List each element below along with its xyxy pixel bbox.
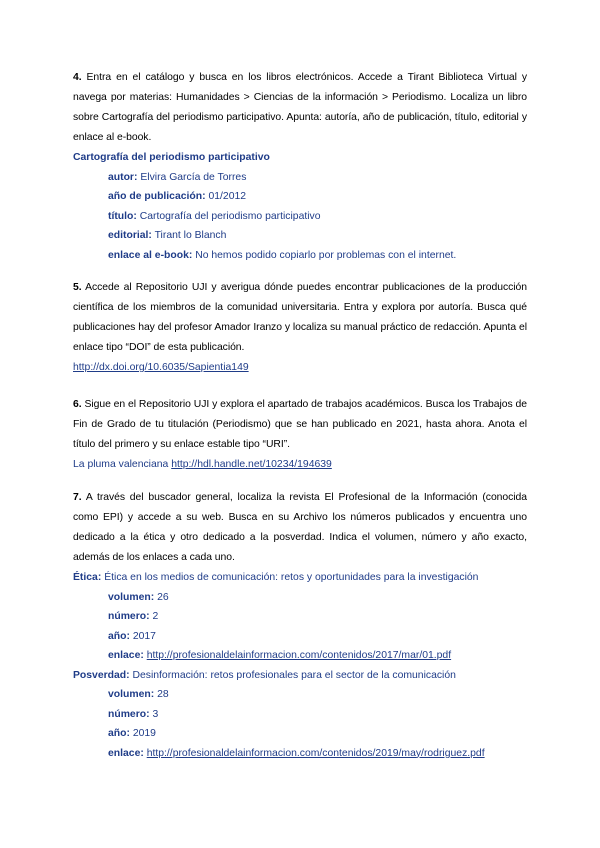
etica-volume: [73, 588, 527, 608]
question-4-text: [73, 68, 527, 148]
answer-year: [73, 187, 527, 207]
etica-link[interactable]: http://profesionaldelainformacion.com/contenidos/2017/mar/01.pdf: [146, 650, 452, 661]
question-body: A través del buscador general, localiza la revista El Profesional de la Información (conocida como EPI) y accede a su web. Busca en su Archivo los números publicados y encuentra uno dedicado a la ética y otro dedicado a la posverdad. Indica el volumen, número y año exacto, además de los enlaces a cada uno.: [73, 492, 527, 563]
field-value: 01/2012: [208, 191, 247, 202]
answer-author: [73, 168, 527, 188]
field-value: 28: [157, 689, 169, 700]
question-6: [73, 395, 527, 475]
answer-publisher: [73, 226, 527, 246]
question-body: Accede al Repositorio UJI y averigua dónde puedes encontrar publicaciones de la producción científica de los miembros de la comunidad universitaria. Entra y explora por autoría. Busca qué publicaciones hay del profesor Amador Iranzo y localiza su manual práctico de redacción. Apunta el enlace tipo “DOI” de esta publicación.: [73, 282, 528, 353]
field-value: Tirant lo Blanch: [154, 230, 227, 241]
question-5: [73, 278, 527, 378]
etica-label: Ética:: [73, 572, 102, 583]
field-label: enlace:: [108, 650, 144, 661]
field-label: número:: [108, 611, 150, 622]
field-value: 2019: [132, 728, 156, 739]
field-label: volumen:: [108, 591, 155, 603]
etica-number: [73, 607, 527, 627]
field-label: enlace al e-book:: [108, 249, 193, 261]
field-label: número:: [108, 708, 150, 720]
tfg-title: La pluma valenciana: [73, 459, 169, 470]
question-number: 6.: [73, 399, 82, 410]
posverdad-link-line: [73, 744, 527, 764]
field-value: 2: [152, 611, 159, 622]
posverdad-year: [73, 724, 527, 744]
field-label: año:: [108, 630, 130, 642]
field-value: 2017: [132, 630, 156, 642]
posverdad-volume: [73, 685, 527, 705]
question-body: Entra en el catálogo y busca en los libros electrónicos. Accede a Tirant Biblioteca Virtual y navega por materias: Humanidades > Ciencias de la información > Periodismo. Localiza un libro sobre Cartografía del periodismo participativo. Apunta: autoría, año de publicación, título, editorial y enlace al e-book.: [73, 72, 528, 143]
answer-title: [73, 207, 527, 227]
field-value: 26: [157, 591, 169, 603]
question-5-text: [73, 278, 527, 358]
etica-title: Ética en los medios de comunicación: retos y oportunidades para la investigación: [104, 572, 479, 583]
field-value: 3: [152, 708, 159, 720]
field-label: volumen:: [108, 689, 155, 700]
posverdad-number: [73, 705, 527, 725]
question-4: [73, 68, 527, 265]
field-label: autor:: [108, 171, 138, 183]
etica-heading: [73, 568, 527, 588]
field-label: año:: [108, 728, 130, 739]
etica-year: [73, 627, 527, 647]
etica-link-line: [73, 646, 527, 666]
question-6-text: [73, 395, 527, 455]
question-number: 5.: [73, 282, 82, 293]
answer-line: [73, 455, 527, 475]
question-7: [73, 488, 527, 763]
doi-link[interactable]: http://dx.doi.org/10.6035/Sapientia149: [73, 362, 249, 373]
field-label: título:: [108, 210, 137, 222]
answer-book-title: Cartografía del periodismo participativo: [73, 152, 270, 163]
uri-link[interactable]: http://hdl.handle.net/10234/194639: [171, 459, 332, 470]
field-label: editorial:: [108, 230, 152, 241]
field-value: Cartografía del periodismo participativo: [139, 210, 321, 222]
question-number: 4.: [73, 72, 82, 83]
field-value: No hemos podido copiarlo por problemas con el internet.: [195, 249, 457, 261]
posverdad-heading: [73, 666, 527, 686]
field-label: enlace:: [108, 747, 144, 759]
answer-line: [73, 358, 527, 378]
posverdad-link[interactable]: http://profesionaldelainformacion.com/contenidos/2019/may/rodriguez.pdf: [146, 747, 485, 759]
question-number: 7.: [73, 492, 82, 503]
question-body: Sigue en el Repositorio UJI y explora el apartado de trabajos académicos. Busca los Trabajos de Fin de Grado de tu titulación (Periodismo) que se han publicado en 2021, hasta ahora. Anota el título del primero y su enlace estable tipo “URI”.: [73, 399, 527, 450]
answer-ebook-link: [73, 246, 527, 266]
posverdad-label: Posverdad:: [73, 669, 130, 681]
field-label: año de publicación:: [108, 191, 206, 202]
posverdad-title: Desinformación: retos profesionales para el sector de la comunicación: [132, 669, 456, 681]
question-7-text: [73, 488, 527, 568]
field-value: Elvira García de Torres: [140, 171, 247, 183]
